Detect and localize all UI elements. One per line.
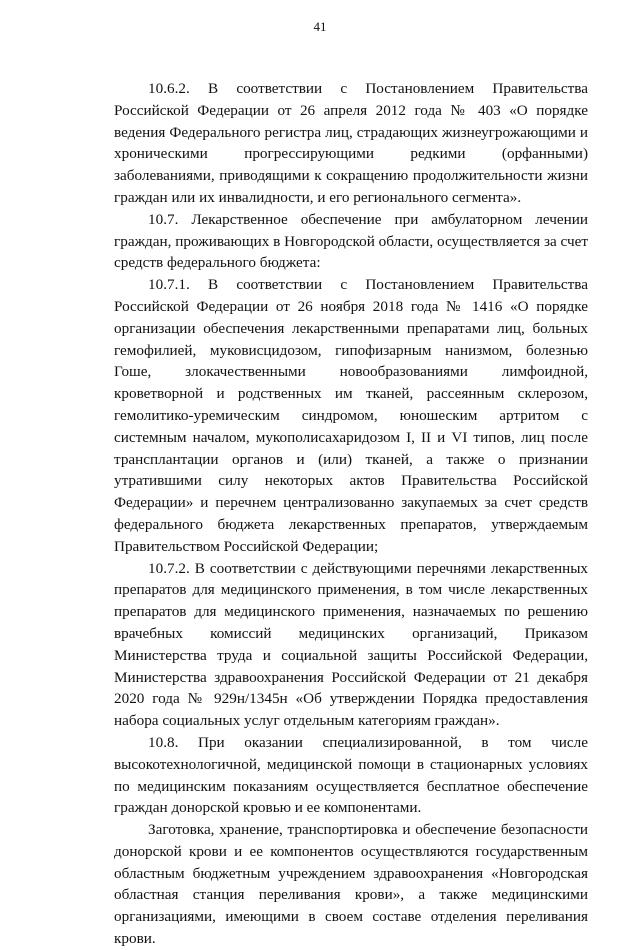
paragraph-10-8: 10.8. При оказании специализированной, в том числе высокотехнологичной, медицинской помощи в стационарных условиях по медицинским показаниям осуществляется бесплатное обеспечение граждан донорской кровью и ее компонентами. bbox=[114, 733, 588, 817]
document-body bbox=[114, 78, 588, 950]
paragraph-10-7: 10.7. Лекарственное обеспечение при амбулаторном лечении граждан, проживающих в Новгородской области, осуществляется за счет средств федерального бюджета: bbox=[114, 210, 588, 272]
paragraph-blood-supply: Заготовка, хранение, транспортировка и обеспечение безопасности донорской крови и ее компонентов осуществляются государственным областным бюджетным учреждением здравоохранения «Новгородская областная станция переливания крови», а также медицинскими организациями, имеющими в своем составе отделения переливания крови. bbox=[114, 821, 588, 948]
page-number: 41 bbox=[313, 19, 327, 34]
paragraph-10-7-1: 10.7.1. В соответствии с Постановлением Правительства Российской Федерации от 26 ноября 2018 года № 1416 «О порядке организации обеспечения лекарственными препаратами лиц, больных гемофилией, муковисцидозом, гипофизарным нанизмом, болезнью Гоше, злокачественными новообразованиями лимфоидной, кроветворной и родственных им тканей, рассеянным склерозом, гемолитико-уремическим синдромом, юношеским артритом с системным началом, мукополисахаридозом I, II и VI типов, лиц после трансплантации органов и (или) тканей, а также о признании утратившими силу некоторых актов Правительства Российской Федерации» и перечнем централизованно закупаемых за счет средств федерального бюджета лекарственных препаратов, утверждаемым Правительством Российской Федерации; bbox=[114, 276, 588, 555]
paragraph-10-6-2: 10.6.2. В соответствии с Постановлением Правительства Российской Федерации от 26 апреля 2012 года № 403 «О порядке ведения Федерального регистра лиц, страдающих жизнеугрожающими и хроническими прогрессирующими редкими (орфанными) заболеваниями, приводящими к сокращению продолжительности жизни граждан или их инвалидности, и его регионального сегмента». bbox=[114, 80, 588, 206]
paragraph-10-7-2: 10.7.2. В соответствии с действующими перечнями лекарственных препаратов для медицинского применения, в том числе лекарственных препаратов для медицинского применения, назначаемых по решению врачебных комиссий медицинских организаций, Приказом Министерства труда и социальной защиты Российской Федерации, Министерства здравоохранения Российской Федерации от 21 декабря 2020 года № 929н/1345н «Об утверждении Порядка предоставления набора социальных услуг отдельным категориям граждан». bbox=[114, 559, 588, 730]
